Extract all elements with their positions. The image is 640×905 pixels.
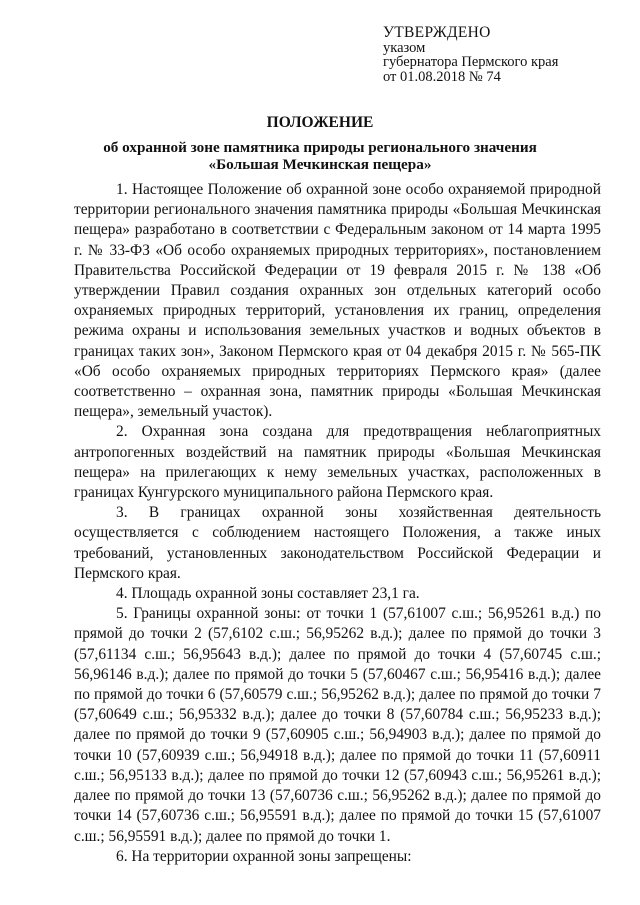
approval-line-2: губернатора Пермского края [383,54,559,70]
paragraph-6: 6. На территории охранной зоны запрещены: [116,847,412,865]
paragraph-3: 3. В границах охранной зоны хозяйственная деятельность осуществляется с соблюдением настоящего Положения, а также иных требований, установленных законодательством Российской Федерации и Пермского края. [74,504,601,582]
approval-heading: УТВЕРЖДЕНО [383,24,491,41]
document-subtitle [0,139,640,173]
paragraph-2: 2. Охранная зона создана для предотвращения неблагоприятных антропогенных воздействий на памятник природы «Большая Мечкинская пещера» на прилегающих к нему земельных участках, расположенных в границах Кунгурского муниципального района Пермского края. [74,423,601,502]
approval-line-3: от 01.08.2018 № 74 [383,68,501,85]
paragraph-4: 4. Площадь охранной зоны составляет 23,1 га. [116,585,420,603]
document-body [74,180,601,867]
document-title: ПОЛОЖЕНИЕ [266,114,374,131]
subtitle-line-2: «Большая Мечкинская пещера» [208,156,432,173]
subtitle-line-1: об охранной зоне памятника природы регионального значения [103,139,537,156]
paragraph-5: 5. Границы охранной зоны: от точки 1 (57,61007 с.ш.; 56,95261 в.д.) по прямой до точки 2 (57,6102 с.ш.; 56,95262 в.д.); далее по прямой до точки 3 (57,61134 с.ш.; 56,95643 в.д.); далее по прямой до точки 4 (57,60745 с.ш.; 56,96146 в.д.); далее по прямой до точки 5 (57,60467 с.ш.; 56,95416 в.д.); далее по прямой до точки 6 (57,60579 с.ш.; 56,95262 в.д.); далее по прямой до точки 7 (57,60649 с.ш.; 56,95332 в.д.); далее до точки 8 (57,60784 с.ш.; 56,95233 в.д.); далее по прямой до точки 9 (57,60905 с.ш.; 56,94903 в.д.); далее по прямой до точки 10 (57,60939 с.ш.; 56,94918 в.д.); далее по прямой до точки 11 (57,60911 с.ш.; 56,95133 в.д.); далее по прямой до точки 12 (57,60943 с.ш.; 56,95261 в.д.); далее по прямой до точки 13 (57,60736 с.ш.; 56,95262 в.д.); далее по прямой до точки 14 (57,60736 с.ш.; 56,95591 в.д.); далее по прямой до точки 15 (57,61007 с.ш.; 56,95591 в.д.); далее по прямой до точки 1. [74,605,601,845]
approval-line-1: указом [383,39,426,56]
approval-stamp [383,26,558,84]
paragraph-1: 1. Настоящее Положение об охранной зоне особо охраняемой природной территории регионального значения памятника природы «Большая Мечкинская пещера» разработано в соответствии с Федеральным законом от 14 марта 1995 г. № 33-ФЗ «Об особо охраняемых природных территориях», постановлением Правительства Российской Федерации от 19 февраля 2015 г. № 138 «Об утверждении Правил создания охранных зон отдельных категорий особо охраняемых природных территорий, установления их границ, определения режима охраны и использования земельных участков и водных объектов в границах таких зон», Законом Пермского края от 04 декабря 2015 г. № 565-ПК «Об особо охраняемых природных территориях Пермского края» (далее соответственно – охранная зона, памятник природы «Большая Мечкинская пещера», земельный участок). [74,181,601,421]
